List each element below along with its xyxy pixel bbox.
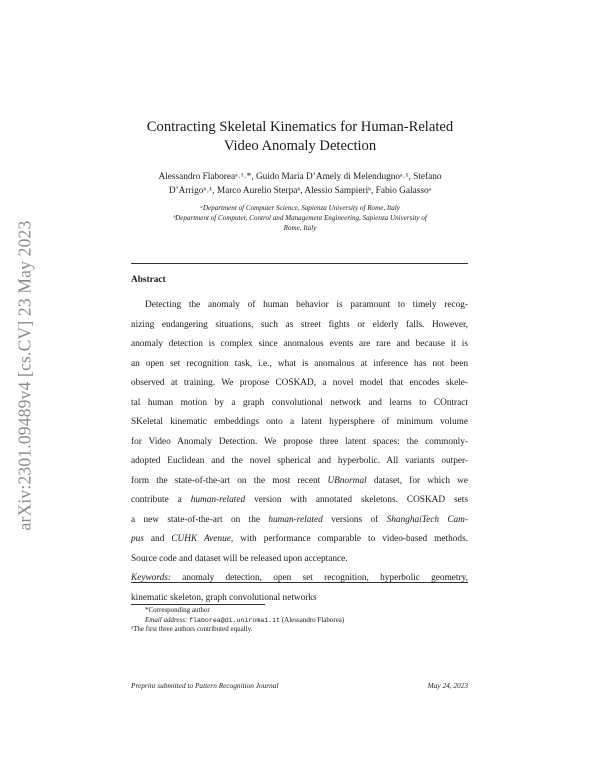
abstract-line: SKeletal kinematic embeddings onto a latent hypersphere of minimum volume (131, 417, 468, 427)
footnotes (131, 606, 468, 635)
abstract-body (131, 296, 468, 608)
affiliation-line: Rome, Italy (283, 224, 317, 232)
footnote-rule (131, 604, 265, 605)
keywords-line (131, 569, 468, 589)
abstract-line: a new state-of-the-art on the human-related versions of ShanghaiTech Cam- (131, 514, 468, 525)
arxiv-identifier-stamp (10, 205, 40, 545)
abstract-line: anomaly detection is complex since anomalous events are rare and because it is (131, 339, 468, 349)
email-label: Email address: (145, 615, 190, 624)
affiliations (120, 203, 480, 233)
keywords-text: anomaly detection, open set recognition, hyperbolic geometry, (170, 573, 468, 583)
abstract-line: form the state-of-the-art on the most recent UBnormal dataset, for which we (131, 475, 468, 486)
author-list (120, 170, 480, 198)
email-address[interactable]: flaborea@di.uniroma1.it (189, 616, 281, 624)
abstract-line: pus and CUHK Avenue, with performance comparable to video-based methods. (131, 534, 469, 544)
abstract-line: for Video Anomaly Detection. We propose three latent spaces: the commonly- (131, 436, 468, 447)
keywords-line-continued: kinematic skeleton, graph convolutional networks (131, 592, 317, 603)
keywords-label: Keywords: (131, 573, 171, 583)
title-line: Video Anomaly Detection (223, 138, 377, 154)
abstract-heading: Abstract (131, 275, 166, 285)
page-footer (131, 681, 468, 690)
footer-date: May 24, 2023 (427, 681, 468, 690)
abstract-line: adopted Euclidean and the novel spherical and hyperbolic. All variants outper- (131, 456, 468, 466)
authors-line: Alessandro Flaboreaᵃ˒¹˒*, Guido Maria D’Amely di Melendugnoᵃ˒¹, Stefano (158, 172, 442, 182)
abstract-line: contribute a human-related version with annotated skeletons. COSKAD sets (131, 495, 469, 505)
footnote-corresponding: *Corresponding author (145, 606, 210, 614)
footnote-equal-contribution: ¹The first three authors contributed equally. (131, 625, 253, 633)
abstract-line: observed at training. We propose COSKAD, a novel model that encodes skele- (131, 378, 468, 388)
footnote-email (131, 616, 468, 626)
arxiv-identifier-text: arXiv:2301.09489v4 [cs.CV] 23 May 2023 (14, 220, 35, 530)
email-owner: (Alessandro Flaborea) (280, 615, 345, 624)
affiliation-line: ᵃDepartment of Computer Science, Sapienza University of Rome, Italy (200, 204, 400, 212)
title-line: Contracting Skeletal Kinematics for Human-Related (146, 119, 454, 135)
abstract-top-rule (131, 263, 468, 264)
abstract-line: an open set recognition task, i.e., what is anomalous at inference has not been (131, 358, 468, 369)
affiliation-line: ᵇDepartment of Computer, Control and Management Engineering, Sapienza University of (173, 214, 427, 222)
authors-line: D’Arrigoᵇ˒¹, Marco Aurelio Sterpaᵇ, Alessio Sampieriᵇ, Fabio Galassoᵃ (168, 186, 432, 196)
abstract-line: nizing endangering situations, such as street fights or elderly falls. However, (131, 319, 468, 330)
footer-journal: Preprint submitted to Pattern Recognition Journal (131, 681, 279, 690)
abstract-bottom-rule (131, 582, 468, 583)
abstract-line: tal human motion by a graph convolutional network and learns to COntract (131, 397, 468, 408)
paper-title (90, 118, 510, 156)
abstract-line: Detecting the anomaly of human behavior is paramount to timely recog- (145, 300, 468, 310)
abstract-line: Source code and dataset will be released upon acceptance. (131, 553, 348, 564)
